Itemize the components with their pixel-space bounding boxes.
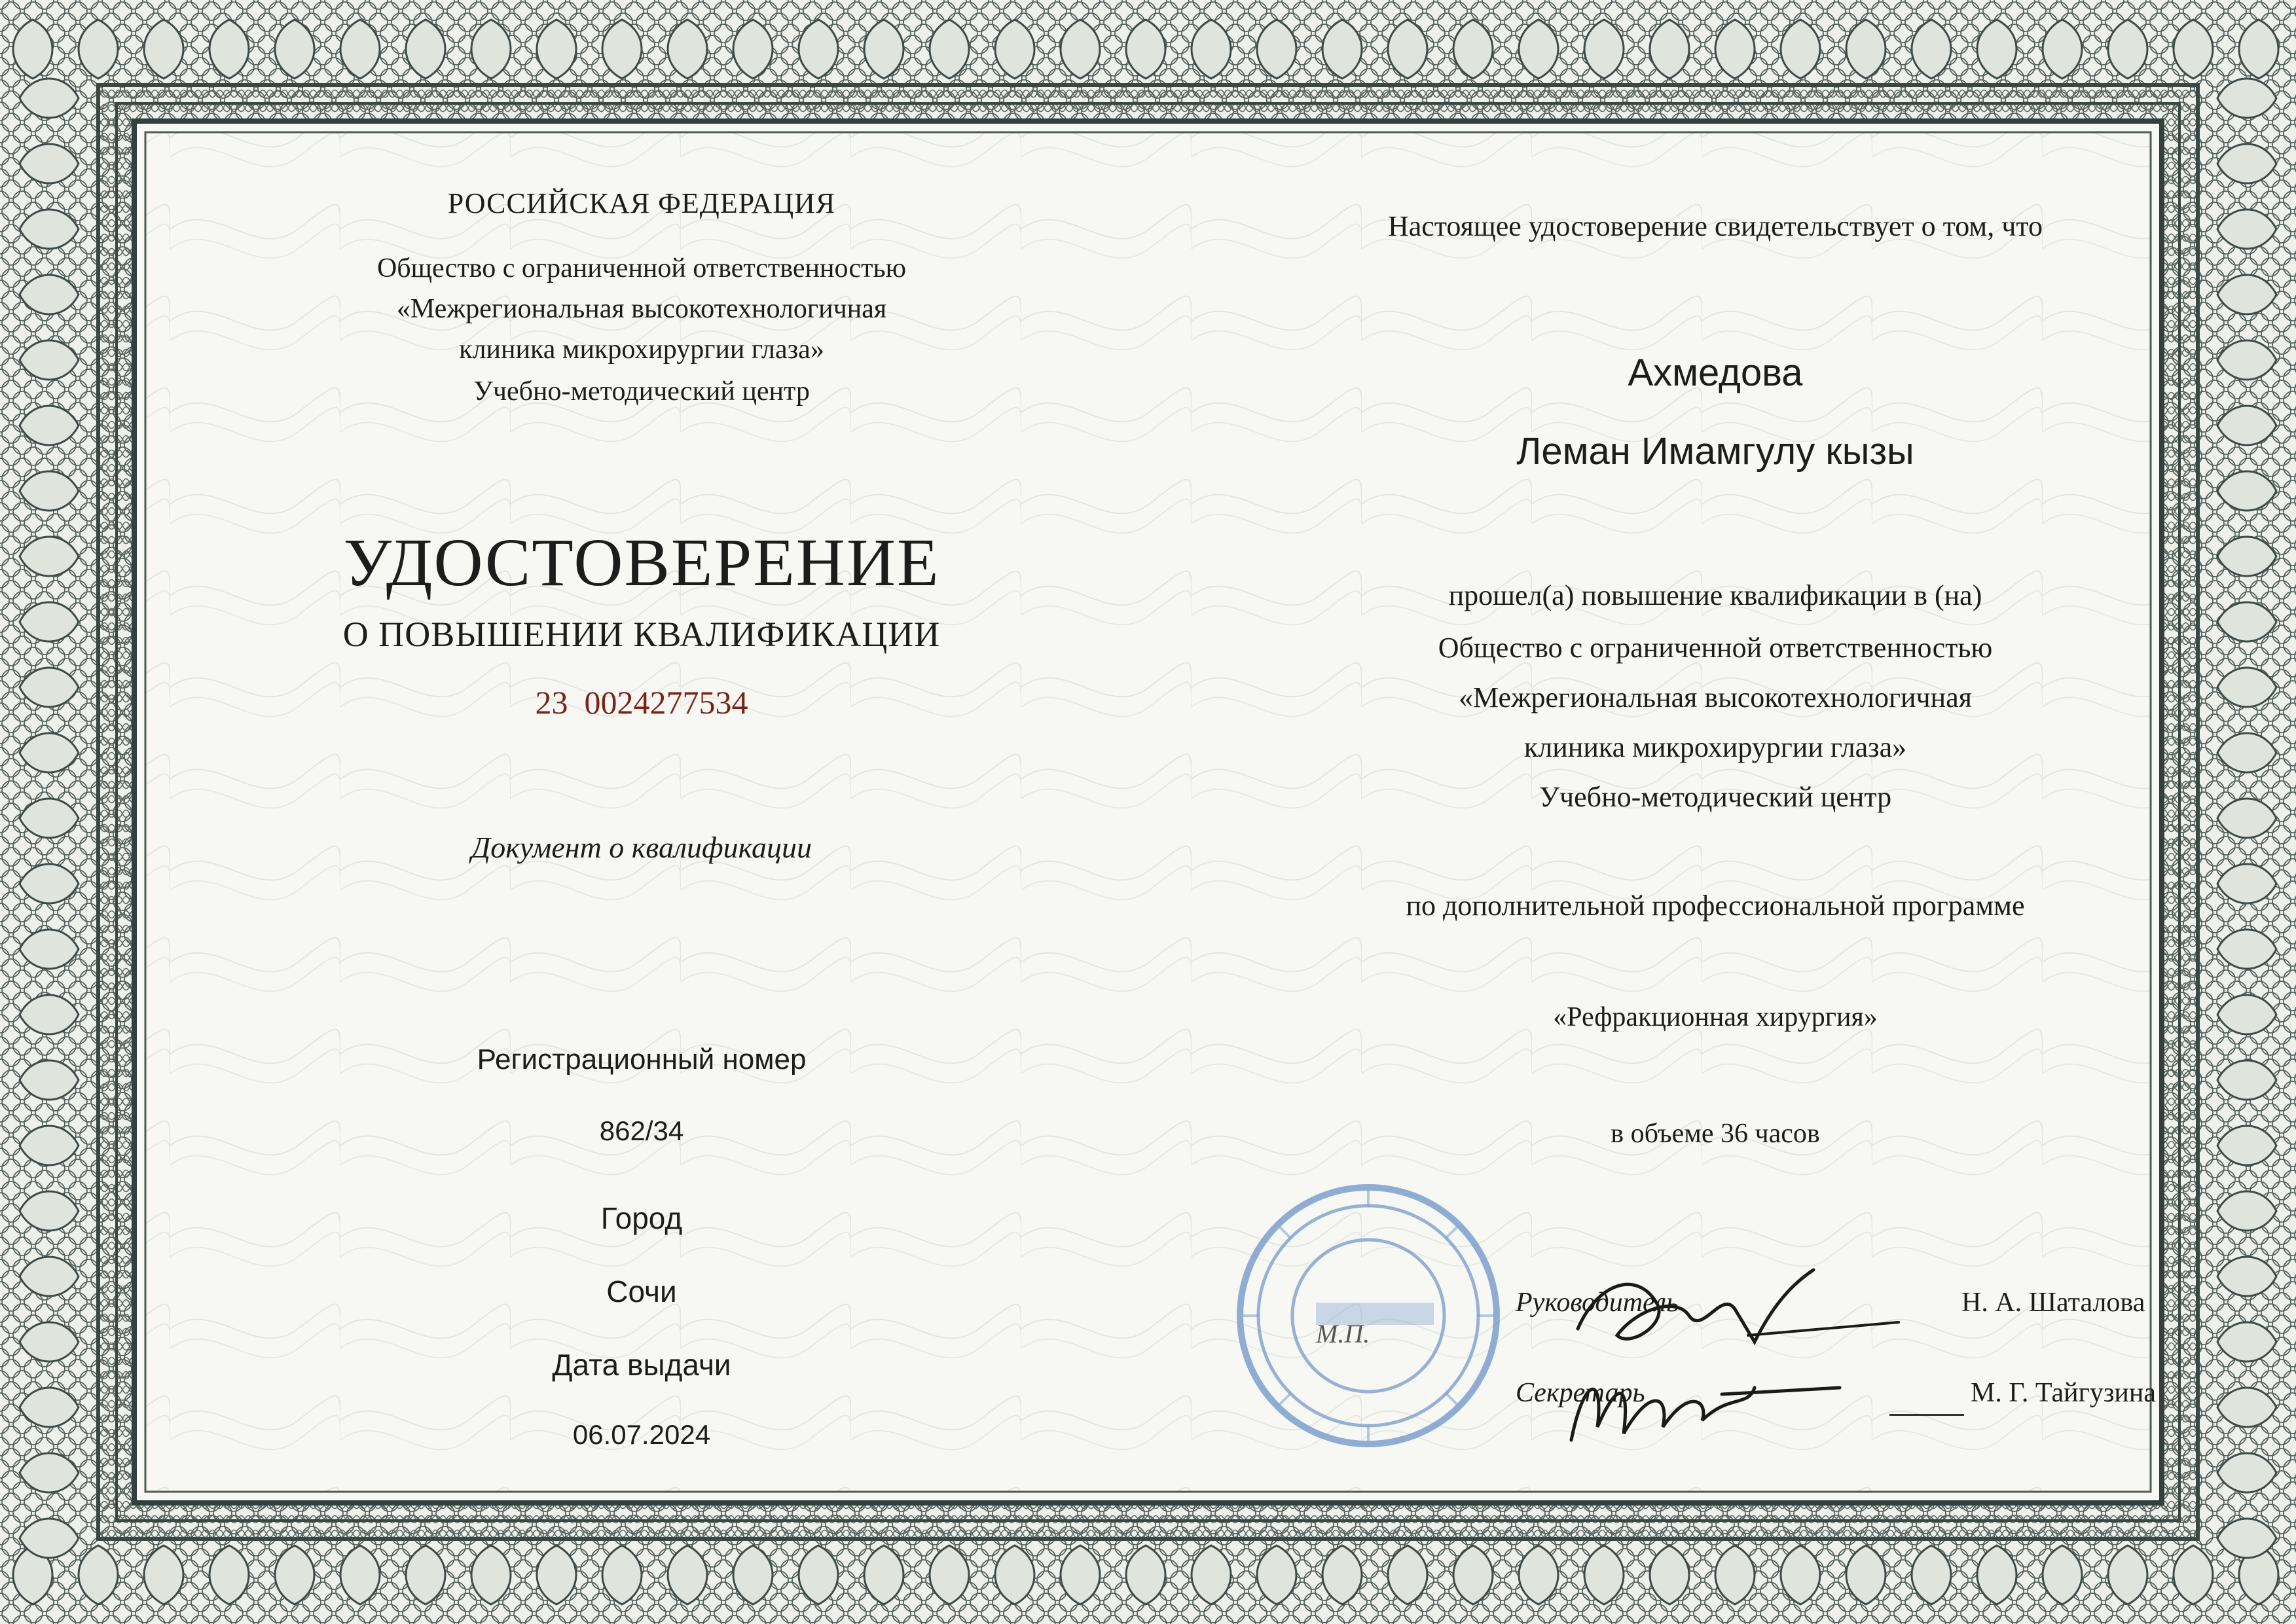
secretary-name: М. Г. Тайгузина: [1971, 1378, 2157, 1408]
serial-series: 23: [535, 684, 568, 721]
document-title: УДОСТОВЕРЕНИЕ: [343, 525, 940, 600]
stamp-place-label: М.П.: [1316, 1319, 1370, 1348]
document-subtitle: О ПОВЫШЕНИИ КВАЛИФИКАЦИИ: [342, 615, 941, 654]
program-name: «Рефракционная хирургия»: [1553, 1002, 1878, 1032]
city-value: Сочи: [606, 1274, 677, 1308]
city-label: Город: [600, 1201, 683, 1235]
reg-number-label: Регистрационный номер: [477, 1043, 807, 1075]
serial-number: [144, 683, 1139, 721]
org-line-2: «Межрегиональная высокотехнологичная: [396, 294, 887, 324]
country-heading: РОССИЙСКАЯ ФЕДЕРАЦИЯ: [447, 187, 836, 219]
completed-text: прошел(а) повышение квалификации в (на): [1448, 579, 1982, 611]
head-label: Руководитель: [1516, 1288, 1679, 1318]
right-org-line-2: «Межрегиональная высокотехнологичная: [1459, 681, 1972, 713]
issue-date-label: Дата выдачи: [552, 1348, 731, 1382]
head-name: Н. А. Шаталова: [1961, 1288, 2145, 1318]
round-stamp: [1231, 1178, 1506, 1453]
right-org-line-1: Общество с ограниченной ответственностью: [1438, 632, 1993, 664]
program-volume: в объеме 36 часов: [1611, 1119, 1820, 1149]
issue-date-value: 06.07.2024: [572, 1419, 711, 1450]
document-type: Документ о квалификации: [471, 831, 812, 864]
program-intro: по дополнительной профессиональной программе: [1406, 890, 2025, 922]
reg-number-value: 862/34: [599, 1115, 684, 1146]
right-org-line-4: Учебно-методический центр: [1539, 781, 1892, 813]
secretary-label: Секретарь: [1516, 1378, 1645, 1408]
holder-given-names: Леман Имамгулу кызы: [1516, 430, 1914, 473]
org-line-4: Учебно-методический центр: [473, 376, 810, 406]
org-line-3: клиника микрохирургии глаза»: [459, 334, 824, 365]
handwritten-signatures: [1558, 1244, 1977, 1460]
intro-text: Настоящее удостоверение свидетельствует о том, что: [1387, 210, 2043, 242]
holder-surname: Ахмедова: [1628, 352, 1803, 394]
secretary-underline: [1889, 1414, 1964, 1416]
serial-digits: 0024277534: [584, 684, 748, 721]
right-org-line-3: клиника микрохирургии глаза»: [1523, 731, 1907, 763]
org-line-1: Общество с ограниченной ответственностью: [376, 253, 907, 283]
